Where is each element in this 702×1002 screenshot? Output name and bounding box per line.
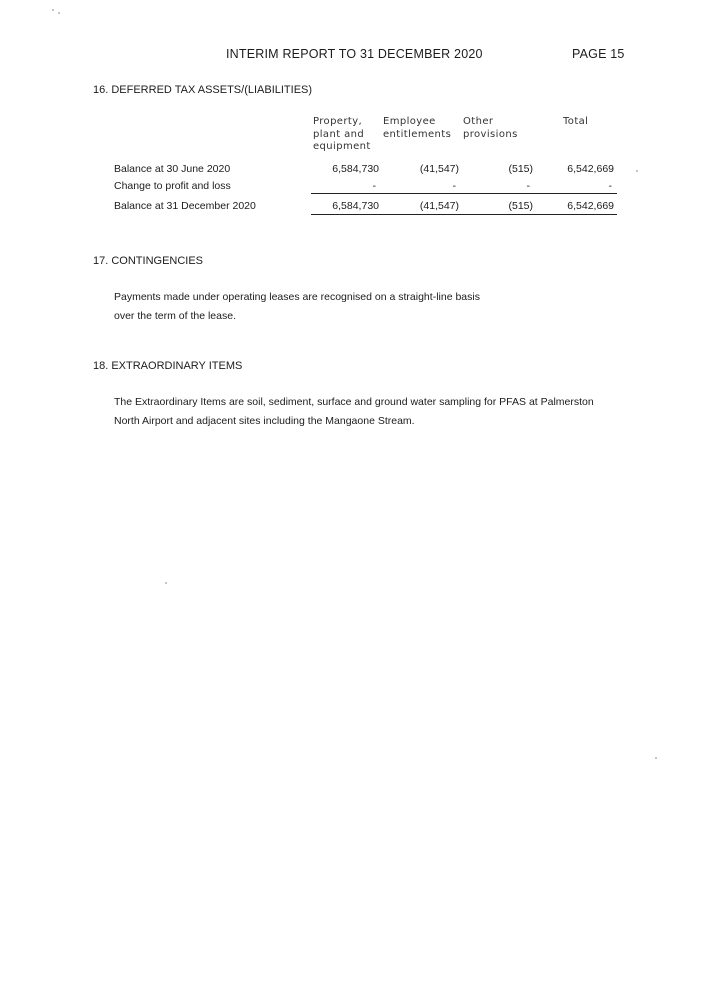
table-cell: 6,584,730 <box>332 163 379 175</box>
section-17-body <box>114 288 480 326</box>
table-cell: 6,584,730 <box>332 200 379 212</box>
column-header-line: equipment <box>313 141 371 152</box>
table-cell: (41,547) <box>419 163 459 175</box>
column-header-line: entitlements <box>383 128 452 140</box>
paragraph-line: over the term of the lease. <box>114 310 236 322</box>
scan-speck <box>58 12 60 14</box>
column-header-other <box>463 116 518 141</box>
column-header-property <box>313 116 371 154</box>
section-17-heading: 17. CONTINGENCIES <box>93 255 204 267</box>
paragraph-line: North Airport and adjacent sites including the Mangaone Stream. <box>114 415 415 427</box>
column-header-line: Other <box>463 116 494 127</box>
column-header-line: provisions <box>463 128 518 140</box>
scan-speck <box>636 170 638 172</box>
scan-speck <box>52 9 54 11</box>
column-header-line: Total <box>563 116 589 127</box>
paragraph-line: Payments made under operating leases are recognised on a straight-line basis <box>114 291 480 303</box>
table-cell: - <box>608 180 612 192</box>
table-cell: (515) <box>508 200 533 212</box>
section-18-heading: 18. EXTRAORDINARY ITEMS <box>93 360 243 372</box>
table-cell: - <box>372 180 376 192</box>
table-cell: (515) <box>508 163 533 175</box>
row-label-change: Change to profit and loss <box>114 180 231 192</box>
paragraph-line: The Extraordinary Items are soil, sediment, surface and ground water sampling for PFAS at Palmerston <box>114 396 594 408</box>
table-cell: 6,542,669 <box>567 163 614 175</box>
scan-speck <box>655 757 657 759</box>
row-label-opening-balance: Balance at 30 June 2020 <box>114 163 231 175</box>
column-header-line: Property, <box>313 116 363 127</box>
total-rule <box>311 214 617 215</box>
column-header-line: Employee <box>383 116 436 127</box>
section-16-heading: 16. DEFERRED TAX ASSETS/(LIABILITIES) <box>93 84 313 96</box>
column-header-line: plant and <box>313 128 365 140</box>
scan-speck <box>165 582 167 584</box>
table-cell: 6,542,669 <box>567 200 614 212</box>
column-header-total <box>563 116 588 129</box>
page-number: PAGE 15 <box>572 47 625 61</box>
table-cell: - <box>452 180 456 192</box>
table-cell: - <box>526 180 530 192</box>
column-header-employee <box>383 116 451 141</box>
report-title: INTERIM REPORT TO 31 DECEMBER 2020 <box>226 47 483 61</box>
subtotal-rule <box>311 193 617 194</box>
table-cell: (41,547) <box>419 200 459 212</box>
row-label-closing-balance: Balance at 31 December 2020 <box>114 200 256 212</box>
section-18-body <box>114 393 594 431</box>
